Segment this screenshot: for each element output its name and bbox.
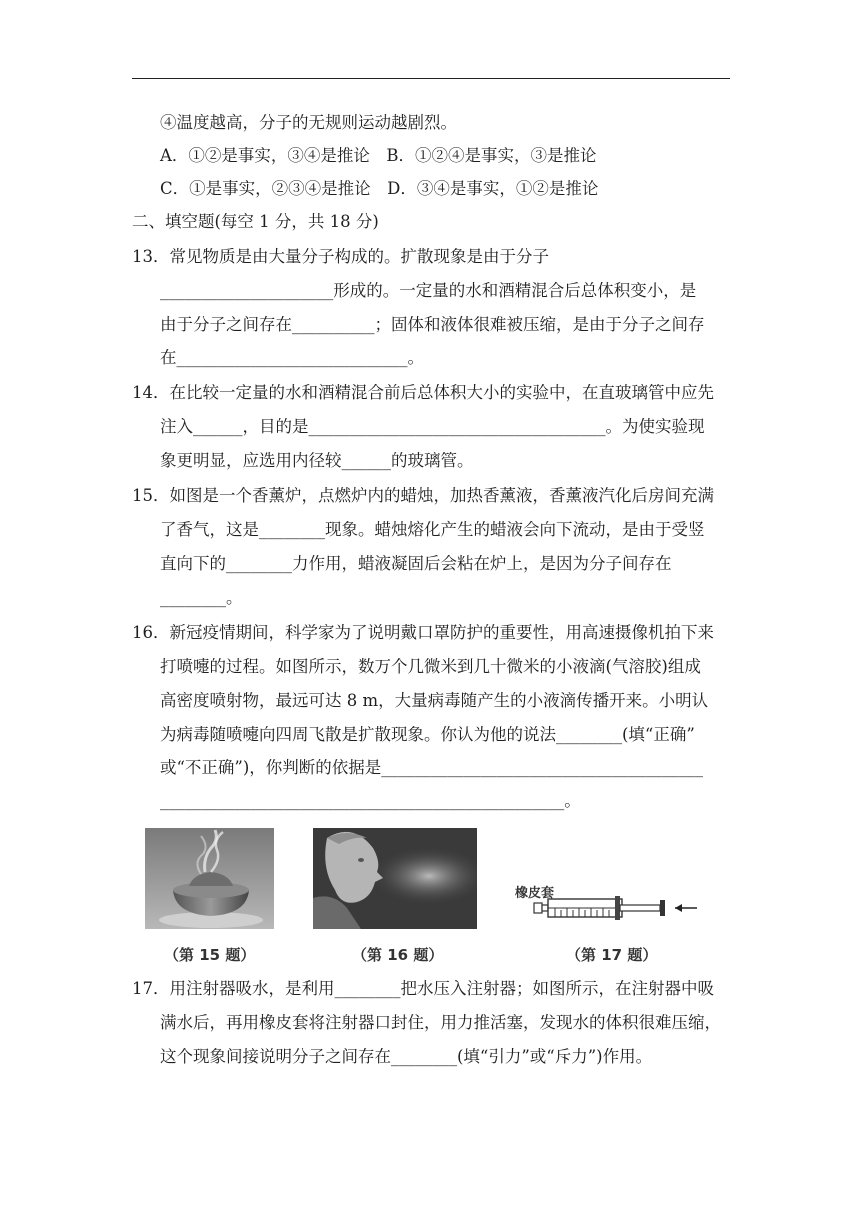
q14-line-3: 象更明显，应选用内径较______的玻璃管。 (160, 451, 474, 470)
section-heading: 二、填空题(每空 1 分，共 18 分) (132, 212, 379, 231)
syringe-flange (615, 896, 620, 920)
q16-line-2: 打喷嚏的过程。如图所示，数万个几微米到几十微米的小液滴(气溶胶)组成 (160, 657, 701, 676)
plunger-head (660, 900, 665, 916)
q15-line-4: ________。 (160, 588, 243, 607)
plunger-rod (620, 905, 660, 911)
rubber-cap (534, 903, 542, 913)
choices-ab: A．①②是事实，③④是推论 B．①②④是事实，③是推论 (160, 146, 597, 165)
syringe-nozzle (542, 905, 548, 911)
q13-line-4: 在____________________________。 (160, 348, 424, 367)
q13-line-3: 由于分子之间存在__________；固体和液体很难被压缩，是由于分子之间存 (160, 315, 705, 334)
choices-cd: C．①是事实，②③④是推论 D．③④是事实，①②是推论 (160, 179, 599, 198)
q16-line-6: _________________________________________________。 (160, 791, 581, 810)
q14-line-1: 14．在比较一定量的水和酒精混合前后总体积大小的实验中，在直玻璃管中应先 (132, 383, 714, 402)
option-4-line: ④温度越高，分子的无规则运动越剧烈。 (160, 113, 457, 132)
q17-line-2: 满水后，再用橡皮套将注射器口封住，用力推活塞，发现水的体积很难压缩， (160, 1013, 721, 1032)
fig17-caption: （第 17 题） (566, 946, 658, 964)
q13-line-2: _____________________形成的。一定量的水和酒精混合后总体积变小，是 (160, 281, 697, 300)
q14-line-2: 注入______，目的是____________________________________。为使实验现 (160, 417, 705, 436)
q15-line-2: 了香气，这是________现象。蜡烛熔化产生的蜡液会向下流动，是由于受竖 (160, 520, 705, 539)
q13-line-1: 13．常见物质是由大量分子构成的。扩散现象是由于分子 (132, 247, 549, 266)
fig16-caption: （第 16 题） (352, 946, 444, 964)
fig16-sneeze-photo (313, 828, 477, 929)
q16-line-5: 或“不正确”)，你判断的依据是_______________________________________ (160, 758, 704, 777)
q17-line-3: 这个现象间接说明分子之间存在________(填“引力”或“斥力”)作用。 (160, 1047, 653, 1066)
q15-line-1: 15．如图是一个香薰炉，点燃炉内的蜡烛，加热香薰液，香薰液汽化后房间充满 (132, 486, 714, 505)
q17-line-1: 17．用注射器吸水，是利用________把水压入注射器；如图所示，在注射器中吸 (132, 979, 714, 998)
q16-line-4: 为病毒随喷嚏向四周飞散是扩散现象。你认为他的说法________(填“正确” (160, 725, 695, 744)
fig17-rubber-cap-label: 橡皮套 (515, 886, 555, 901)
q15-line-3: 直向下的________力作用，蜡液凝固后会粘在炉上，是因为分子间存在 (160, 554, 672, 573)
q16-line-3: 高密度喷射物，最远可达 8 m，大量病毒随产生的小液滴传播开来。小明认 (160, 691, 709, 710)
q16-line-1: 16．新冠疫情期间，科学家为了说明戴口罩防护的重要性，用高速摄像机拍下来 (132, 623, 714, 642)
fig15-incense-burner-photo (145, 828, 274, 929)
fig15-caption: （第 15 题） (164, 946, 256, 964)
header-rule (132, 78, 730, 79)
